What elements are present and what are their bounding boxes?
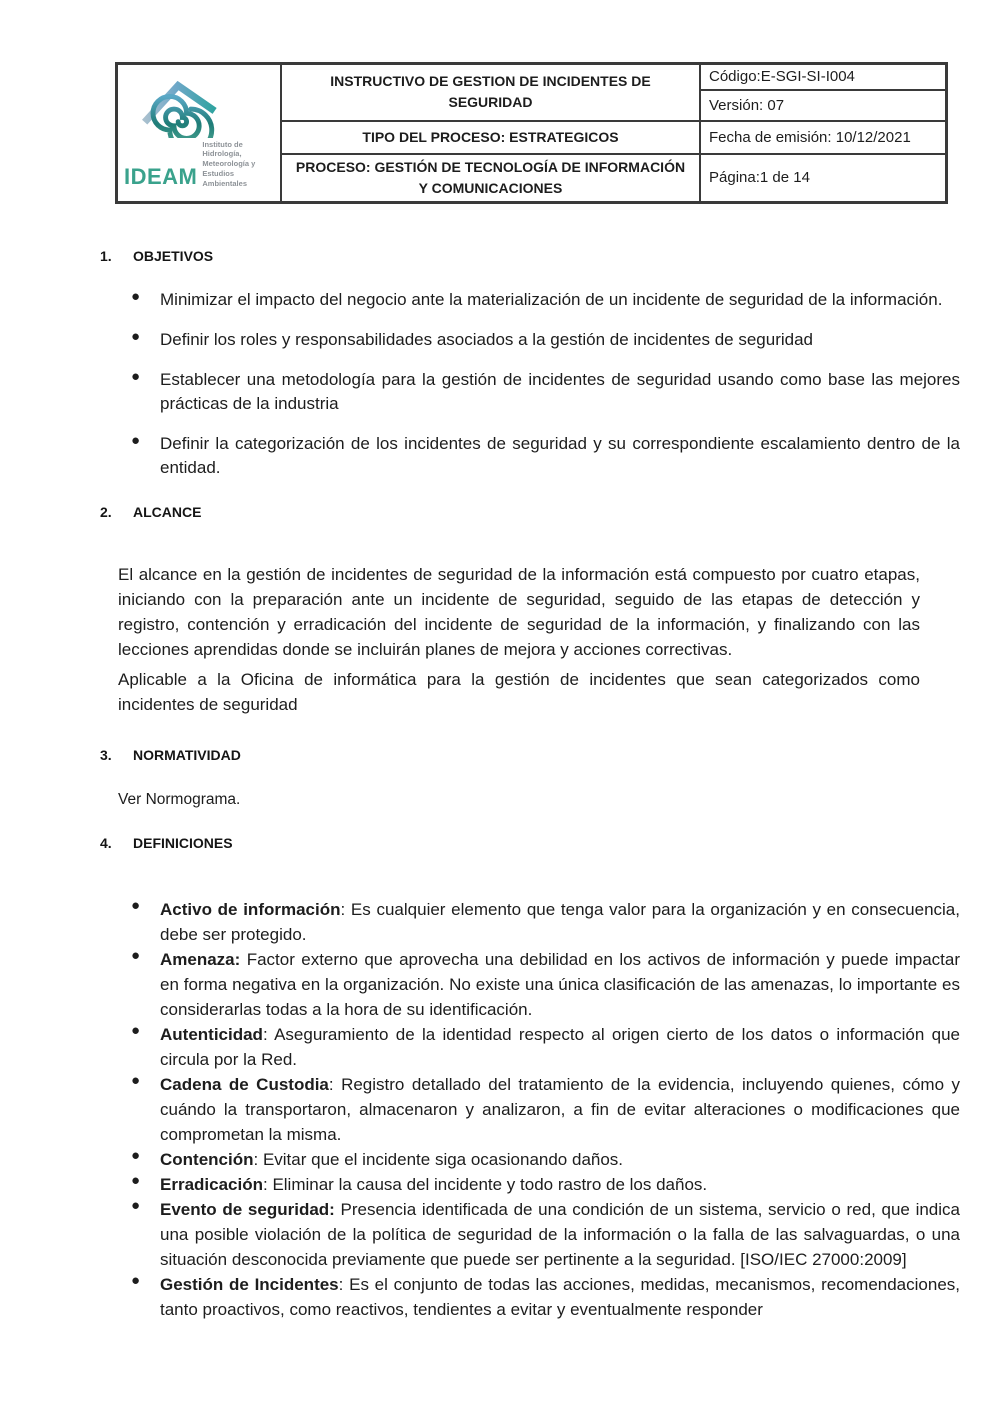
definition-text: : Es el conjunto de todas las acciones, medidas, mecanismos, recomendaciones, tanto proactivos, como reactivos, tendientes a evitar y eventualmente responder [160,1275,960,1319]
definition-term: Cadena de Custodia [160,1075,329,1094]
ideam-acronym: IDEAM [124,164,198,190]
heading-title: OBJETIVOS [133,248,214,264]
definition-item [100,1147,960,1172]
definition-item [100,947,960,1022]
ideam-logo-icon [130,76,242,138]
definition-item [100,1072,960,1147]
heading-number: 1. [100,248,112,264]
definition-item [100,1272,960,1322]
bullet-text: Minimizar el impacto del negocio ante la materialización de un incidente de seguridad de la información. [160,290,943,309]
list-item [100,288,960,312]
heading-number: 3. [100,747,112,763]
definition-item [100,1172,960,1197]
heading-number: 2. [100,504,112,520]
definiciones-list [100,897,960,1322]
list-item [100,328,960,352]
bullet-text: Definir la categorización de los incidentes de seguridad y su correspondiente escalamiento dentro de la entidad. [160,434,960,477]
list-item [100,368,960,416]
logo-caption [124,140,278,189]
alcance-paragraphs [100,562,960,717]
heading-title: DEFINICIONES [133,835,233,851]
ideam-logo [124,76,278,189]
definition-text: : Registro detallado del tratamiento de la evidencia, incluyendo quienes, cómo y cuándo la transportaron, almacenaron y analizaron, a fin de evitar alteraciones o modificaciones que comprometan la misma. [160,1075,960,1144]
heading-title: ALCANCE [133,504,202,520]
org-name-line1: Instituto de Hidrología, [202,139,243,159]
bullet-icon: ● [131,947,141,964]
process-type: TIPO DEL PROCESO: ESTRATEGICOS [281,121,700,154]
definition-text: Presencia identificada de una condición de un sistema, servicio o red, que indica una posible violación de la política de seguridad de la información o la falla de las salvaguardas, o una situación desconocida previamente que puede ser pertinente a la seguridad. [ISO/IEC 27000:2009] [160,1200,960,1269]
version-label: Versión: 07 [700,90,947,121]
definition-text: : Aseguramiento de la identidad respecto al origen cierto de los datos o información que circula por la Red. [160,1025,960,1069]
bullet-icon: ● [131,328,141,345]
org-name-line2: Meteorología y [202,159,256,169]
bullet-icon: ● [131,368,141,385]
definition-term: Autenticidad [160,1025,263,1044]
definition-text: : Evitar que el incidente siga ocasionando daños. [253,1150,624,1169]
paragraph: Ver Normograma. [118,791,241,808]
process-name: PROCESO: GESTIÓN DE TECNOLOGÍA DE INFORMACIÓN Y COMUNICACIONES [281,154,700,203]
section-heading-definiciones [100,835,960,851]
document-title: INSTRUCTIVO DE GESTION DE INCIDENTES DE SEGURIDAD [281,64,700,121]
definition-item [100,1197,960,1272]
document-body [100,248,960,1322]
definition-text: : Eliminar la causa del incidente y todo rastro de los daños. [263,1175,708,1194]
heading-number: 4. [100,835,112,851]
bullet-icon: ● [131,1072,141,1089]
bullet-icon: ● [131,1172,141,1189]
section-heading-objetivos [100,248,960,264]
definition-text: Factor externo que aprovecha una debilidad en los activos de información y puede impactar en forma negativa en la organización. No existe una única clasificación de las amenazas, lo importante es considerarlas todas a la hora de su identificación. [160,950,960,1019]
bullet-icon: ● [131,1147,141,1164]
definition-term: Gestión de Incidentes [160,1275,339,1294]
objetivos-list [100,288,960,480]
header-table [115,62,948,204]
bullet-icon: ● [131,1272,141,1289]
bullet-icon: ● [131,1022,141,1039]
normatividad-paragraph [100,791,960,809]
heading-title: NORMATIVIDAD [133,747,241,763]
page-number-label: Página:1 de 14 [700,154,947,203]
definition-item [100,897,960,947]
definition-term: Activo de información [160,900,341,919]
definition-item [100,1022,960,1072]
org-name [202,140,278,189]
definition-term: Evento de seguridad: [160,1200,335,1219]
definition-term: Amenaza: [160,950,241,969]
definition-text: : Es cualquier elemento que tenga valor para la organización y en consecuencia, debe ser protegido. [160,900,960,944]
paragraph: Aplicable a la Oficina de informática para la gestión de incidentes que sean categorizados como incidentes de seguridad [118,670,920,714]
section-heading-alcance [100,504,960,520]
code-label: Código:E-SGI-SI-I004 [700,64,947,90]
emission-date-label: Fecha de emisión: 10/12/2021 [700,121,947,154]
list-item [100,432,960,480]
bullet-icon: ● [131,897,141,914]
bullet-text: Establecer una metodología para la gestión de incidentes de seguridad usando como base las mejores prácticas de la industria [160,370,960,413]
logo-cell [117,64,282,203]
bullet-icon: ● [131,1197,141,1214]
paragraph: El alcance en la gestión de incidentes de seguridad de la información está compuesto por cuatro etapas, iniciando con la preparación ante un incidente de seguridad, seguido de las etapas de detección y registro, contención y erradicación del incidente de seguridad de la información, y finalizando con las lecciones aprendidas donde se incluirán planes de mejora y acciones correctivas. [118,565,920,659]
bullet-icon: ● [131,288,141,305]
bullet-icon: ● [131,432,141,449]
section-heading-normatividad [100,747,960,763]
org-name-line3: Estudios Ambientales [202,168,247,188]
bullet-text: Definir los roles y responsabilidades asociados a la gestión de incidentes de seguridad [160,330,814,349]
definition-term: Erradicación [160,1175,263,1194]
definition-term: Contención [160,1150,254,1169]
